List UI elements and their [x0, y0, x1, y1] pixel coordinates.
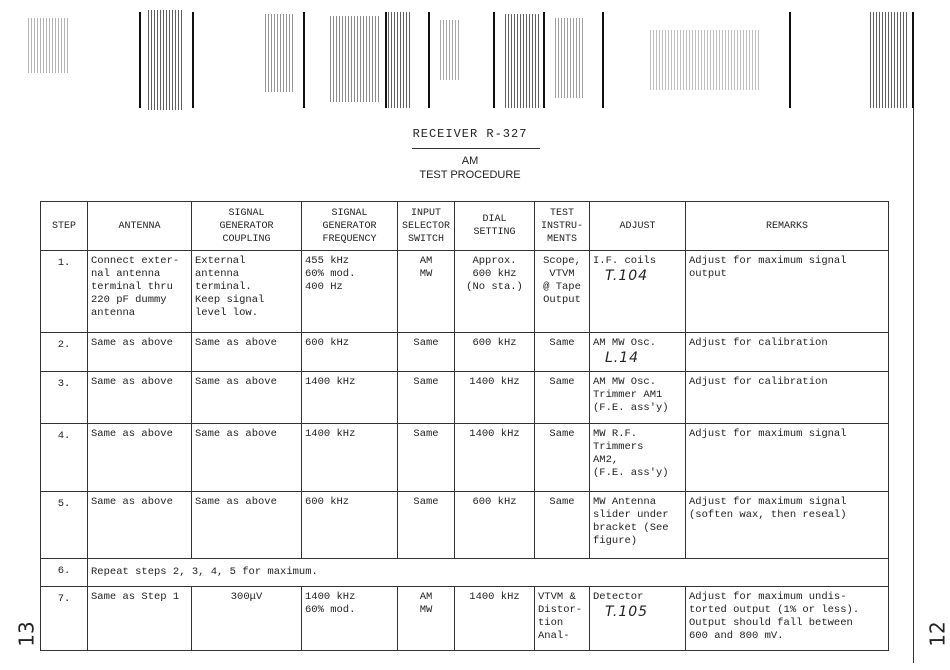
subtitle-line-test-procedure: TEST PROCEDURE [419, 169, 521, 181]
dial-cell: 600 kHz [455, 492, 535, 559]
selector-cell: Same [398, 333, 455, 372]
table-row-step-1 [41, 251, 889, 333]
step-cell: 1. [41, 251, 88, 333]
selector-cell: AM MW [398, 251, 455, 333]
step-cell: 2. [41, 333, 88, 372]
adjust-cell: AM MW Osc. L.14 [590, 333, 686, 372]
step-cell: 7. [41, 587, 88, 651]
selector-cell: Same [398, 372, 455, 424]
scan-noise-strip [0, 0, 950, 112]
selector-cell: Same [398, 492, 455, 559]
table-row-step-5 [41, 492, 889, 559]
frequency-cell: 1400 kHz [302, 372, 398, 424]
instruments-cell: Same [535, 424, 590, 492]
adjust-cell: MW R.F. Trimmers AM2, (F.E. ass'y) [590, 424, 686, 492]
instruments-cell: Same [535, 492, 590, 559]
col-header-adjust: ADJUST [590, 202, 686, 251]
col-header-antenna: ANTENNA [88, 202, 192, 251]
adjust-cell: AM MW Osc. Trimmer AM1 (F.E. ass'y) [590, 372, 686, 424]
antenna-cell: Same as above [88, 492, 192, 559]
instruments-cell: Same [535, 372, 590, 424]
remarks-cell: Adjust for maximum signal [686, 424, 889, 492]
antenna-cell: Same as Step 1 [88, 587, 192, 651]
dial-cell: 1400 kHz [455, 424, 535, 492]
coupling-cell: Same as above [192, 372, 302, 424]
step-cell: 3. [41, 372, 88, 424]
col-header-remarks: REMARKS [686, 202, 889, 251]
antenna-cell: Same as above [88, 424, 192, 492]
dial-cell: Approx. 600 kHz (No sta.) [455, 251, 535, 333]
title-underline [412, 148, 540, 149]
antenna-cell: Same as above [88, 372, 192, 424]
col-header-coupling: SIGNAL GENERATOR COUPLING [192, 202, 302, 251]
dial-cell: 600 kHz [455, 333, 535, 372]
remarks-cell: Adjust for calibration [686, 372, 889, 424]
table-row-step-6 [41, 559, 889, 587]
remarks-cell: Adjust for maximum signal output [686, 251, 889, 333]
test-procedure-table [40, 201, 889, 651]
antenna-cell: Same as above [88, 333, 192, 372]
instruments-cell: Same [535, 333, 590, 372]
step-cell: 6. [41, 559, 88, 587]
adjust-cell: I.F. coils T.104 [590, 251, 686, 333]
remarks-cell: Adjust for maximum signal (soften wax, then reseal) [686, 492, 889, 559]
frequency-cell: 600 kHz [302, 492, 398, 559]
handwritten-note: T.104 [605, 268, 649, 284]
remarks-cell: Adjust for calibration [686, 333, 889, 372]
coupling-cell: External antenna terminal. Keep signal level low. [192, 251, 302, 333]
document-title: RECEIVER R-327 [412, 127, 528, 141]
document-subtitle [370, 154, 570, 182]
repeat-instruction-cell: Repeat steps 2, 3, 4, 5 for maximum. [88, 559, 889, 587]
page-edge-rule [913, 108, 914, 663]
coupling-cell: 300μV [192, 587, 302, 651]
instruments-cell: VTVM & Distor- tion Anal- [535, 587, 590, 651]
subtitle-line-am: AM [461, 155, 479, 167]
handwritten-note: T.105 [605, 604, 649, 620]
table-header-row [41, 202, 889, 251]
frequency-cell: 1400 kHz [302, 424, 398, 492]
table-row-step-3 [41, 372, 889, 424]
instruments-cell: Scope, VTVM @ Tape Output [535, 251, 590, 333]
coupling-cell: Same as above [192, 424, 302, 492]
selector-cell: Same [398, 424, 455, 492]
frequency-cell: 1400 kHz 60% mod. [302, 587, 398, 651]
col-header-step: STEP [41, 202, 88, 251]
coupling-cell: Same as above [192, 333, 302, 372]
selector-cell: AM MW [398, 587, 455, 651]
handwritten-note: L.14 [605, 350, 640, 366]
col-header-dial: DIAL SETTING [455, 202, 535, 251]
table-row-step-7 [41, 587, 889, 651]
dial-cell: 1400 kHz [455, 587, 535, 651]
coupling-cell: Same as above [192, 492, 302, 559]
antenna-cell: Connect exter- nal antenna terminal thru 220 pF dummy antenna [88, 251, 192, 333]
col-header-selector: INPUT SELECTOR SWITCH [398, 202, 455, 251]
left-margin-mark: 13 [14, 621, 39, 647]
frequency-cell: 455 kHz 60% mod. 400 Hz [302, 251, 398, 333]
remarks-cell: Adjust for maximum undis- torted output (1% or less). Output should fall between 600 and 800 mV. [686, 587, 889, 651]
adjust-cell: MW Antenna slider under bracket (See figure) [590, 492, 686, 559]
col-header-instruments: TEST INSTRU- MENTS [535, 202, 590, 251]
step-cell: 4. [41, 424, 88, 492]
table-row-step-4 [41, 424, 889, 492]
col-header-frequency: SIGNAL GENERATOR FREQUENCY [302, 202, 398, 251]
adjust-cell: Detector T.105 [590, 587, 686, 651]
test-procedure-table-wrapper [40, 201, 888, 651]
table-row-step-2 [41, 333, 889, 372]
right-margin-mark: 12 [925, 621, 950, 647]
dial-cell: 1400 kHz [455, 372, 535, 424]
step-cell: 5. [41, 492, 88, 559]
frequency-cell: 600 kHz [302, 333, 398, 372]
